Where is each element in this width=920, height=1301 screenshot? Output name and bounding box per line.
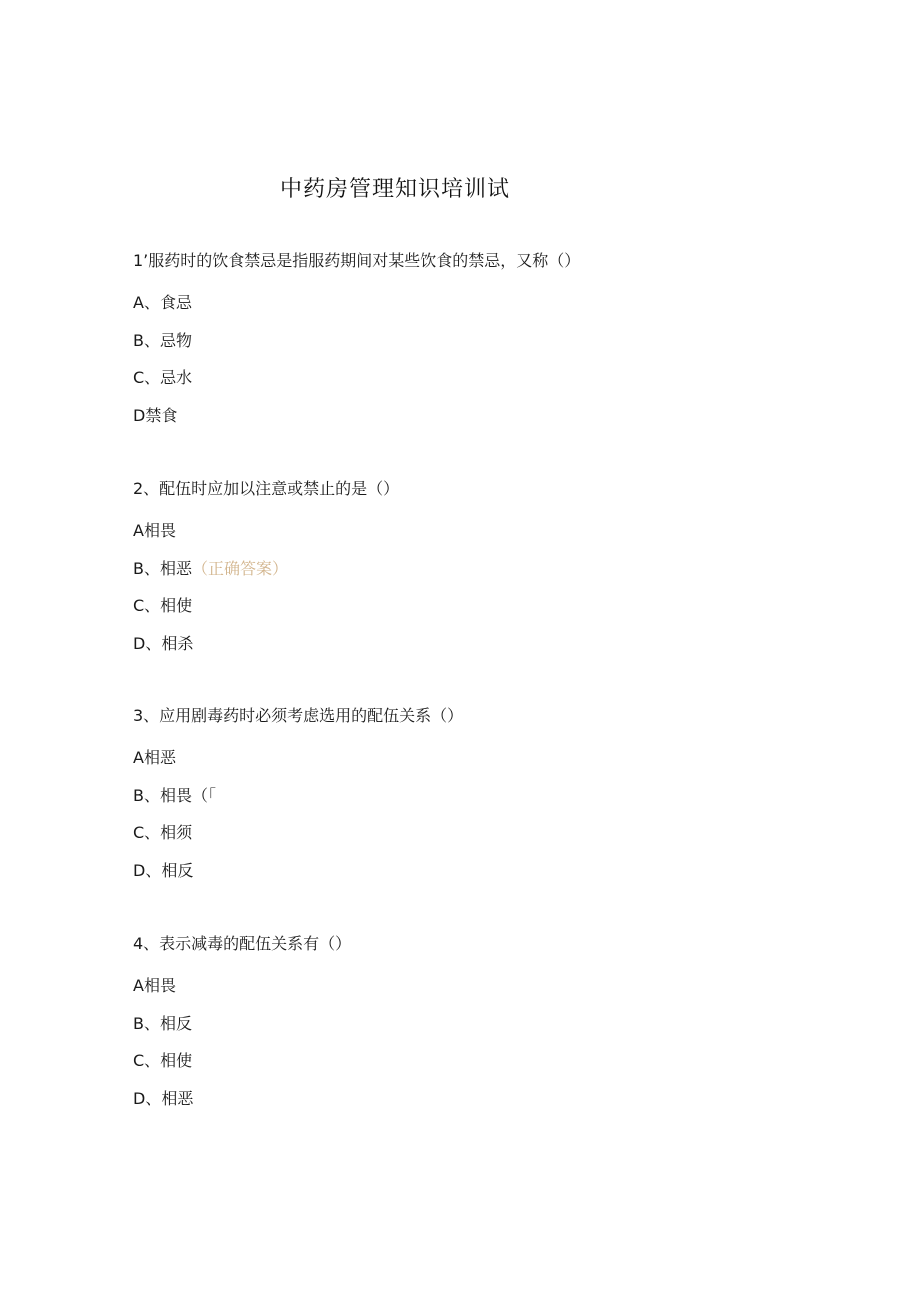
option-label: D、相恶	[133, 1088, 194, 1108]
option-label: C、相使	[133, 596, 193, 615]
document-title: 中药房管理知识培训试	[279, 177, 510, 202]
option-d	[133, 1089, 833, 1109]
option-b	[133, 559, 833, 579]
option-a	[133, 976, 833, 996]
option-a	[133, 293, 833, 313]
option-d	[133, 406, 833, 426]
option-a	[133, 521, 833, 541]
option-c	[133, 368, 833, 388]
question-4	[133, 934, 833, 1126]
option-label: B、忌物	[133, 330, 192, 350]
question-text: 4、表示减毒的配伍关系有（）	[133, 934, 352, 953]
option-label: D、相反	[133, 860, 194, 880]
option-label: A、食忌	[133, 293, 192, 312]
question-1	[133, 251, 833, 443]
option-b	[133, 1014, 833, 1034]
question-2	[133, 479, 833, 671]
option-list	[133, 293, 833, 426]
question-text: 3、应用剧毒药时必须考虑选用的配伍关系（）	[133, 706, 464, 725]
correct-answer-mark: （正确答案）	[191, 558, 288, 578]
option-label: C、忌水	[133, 368, 193, 387]
option-list	[133, 976, 833, 1109]
option-label: C、相使	[133, 1051, 193, 1070]
option-b	[133, 331, 833, 351]
option-a	[133, 748, 833, 768]
option-d	[133, 634, 833, 654]
option-label: D、相杀	[133, 633, 194, 653]
question-text: 1’服药时的饮食禁忌是指服药期间对某些饮食的禁忌，又称（）	[133, 251, 581, 270]
option-d	[133, 861, 833, 881]
option-label: D禁食	[133, 405, 178, 425]
option-label: A相畏	[133, 976, 176, 995]
option-c	[133, 596, 833, 616]
option-list	[133, 748, 833, 881]
option-b	[133, 786, 833, 806]
option-label: A相畏	[133, 521, 176, 540]
option-c	[133, 823, 833, 843]
question-text: 2、配伍时应加以注意或禁止的是（）	[133, 479, 400, 498]
option-label: B、相恶	[133, 558, 192, 578]
option-label: A相恶	[133, 748, 176, 767]
option-label: C、相须	[133, 823, 193, 842]
option-label: B、相畏（「	[133, 785, 216, 805]
option-label: B、相反	[133, 1013, 192, 1033]
question-3	[133, 706, 833, 898]
option-list	[133, 521, 833, 654]
option-c	[133, 1051, 833, 1071]
